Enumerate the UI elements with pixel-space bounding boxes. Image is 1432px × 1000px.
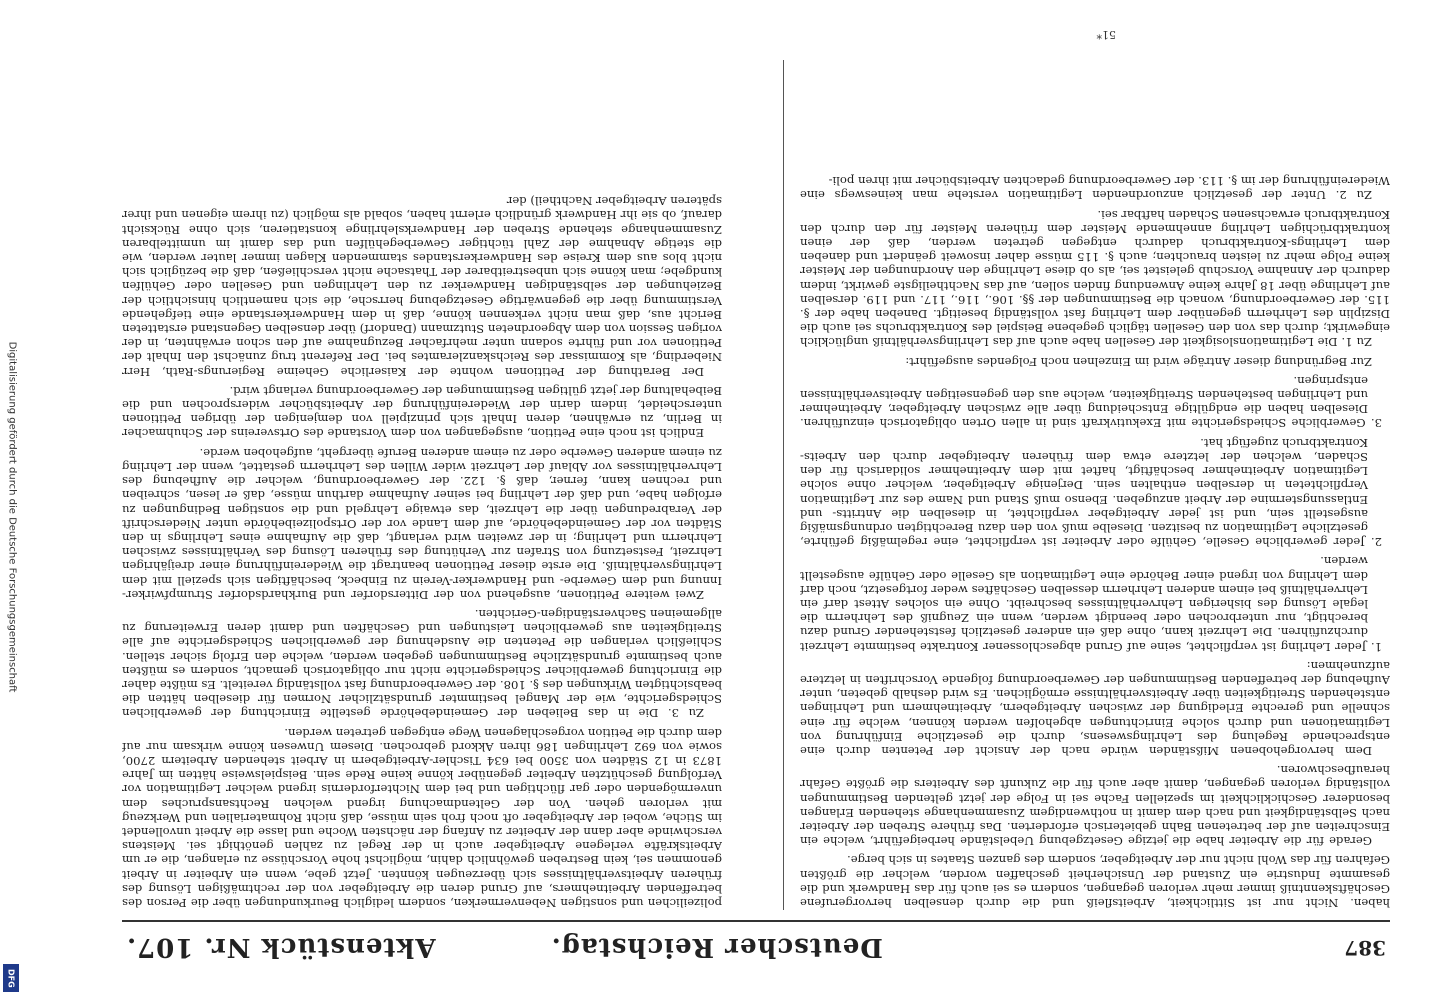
running-title: Deutscher Reichstag.	[550, 932, 883, 962]
numbered-paragraph: 1. Jeder Lehrling ist verpflichtet, seine auf Grund abgeschlossener Kontrakte bestimmte Lehrzeit durchzuführen. Die Lehrzeit kann, ohne daß ein anderer gesetzlich feststehender Grund dazu berechtigt, nur unterbrochen oder beendigt werden, wenn ein Zeugniß des Lehrherrn die legale Lösung des bisherigen Lehrverhältnisses beschreibt. Ohne ein solches Attest darf ein Lehrverhältniß bei einem anderen Lehrherrn desselben Geschäftes weder fortgesetzt, noch darf dem Lehrling von irgend einer Behörde eine Legitimation als Geselle oder Gehülfe ausgestellt werden.	[800, 554, 1382, 654]
right-column	[122, 60, 722, 910]
logo-text: DFG	[6, 968, 16, 988]
numbered-paragraph: 2. Jeder gewerbliche Geselle, Gehülfe oder Arbeiter ist verpflichtet, eine regelmäßig geführte, gesetzliche Legitimation zu besitzen. Dieselbe muß von den dazu Berechtigten ordnungsmäßig ausgestellt sein, und ist jeder Arbeitgeber verpflichtet, in dieselben die Antritts- und Entlassungstermine der Arbeit anzugeben. Ebenso muß Stand und Name des zur Legitimation Verpflichteten in derselben enthalten sein. Derjenige Arbeitgeber, welcher ohne solche Legitimation Arbeitnehmer beschäftigt, haftet mit dem Arbeitnehmer solidarisch für den Schaden, welchen der letztere etwa dem früheren Arbeitgeber durch den Arbeits-Kontraktbruch zugefügt hat.	[800, 435, 1382, 550]
paragraph: Endlich ist noch eine Petition, ausgegangen von dem Vorstande des Ortsvereins der Schuhmacher in Berlin, zu erwähnen, deren Inhalt sich prinzipiell von demjenigen der übrigen Petitionen unterscheidet, indem darin der Wiedereinführung der Arbeitsbücher widersprochen und die Beibehaltung der jetzt gültigen Bestimmungen der Gewerbeordnung verlangt wird.	[122, 383, 722, 441]
left-column	[800, 60, 1390, 910]
paragraph: Dem hervorgehobenen Mißständen würde nach der Ansicht der Petenten durch eine entsprechende Regelung des Lehrlingswesens, durch die gesetzliche Einführung von Legitimationen und durch solche Einrichtungen abgeholfen werden können, welche für eine schnelle und gerechte Erledigung der zwischen Arbeitgebern, Arbeitnehmern und Lehrlingen entstehenden Streitigkeiten über Arbeitsverhältnisse ermöglichen. Es wird deshalb gebeten, unter Aufhebung der betreffenden Bestimmungen der Gewerbeordnung folgende Vorschriften in letztere aufzunehmen:	[800, 658, 1390, 758]
paragraph: Zu 3. Die in das Belieben der Gemeindebehörde gestellte Einrichtung der gewerblichen Schiedsgerichte, wie der Mangel bestimmter grundsätzlicher Normen für dieselben hätten die beabsichtigten Wirkungen des §. 108. der Gewerbeordnung fast vollständig vereitelt. Es müßte daher die Einrichtung gewerblicher Schiedsgerichte nicht nur obligatorisch gemacht, sondern es müßten auch bestimmte grundsätzliche Bestimmungen gegeben werden, welche den Erfolg sicher stellen. Schließlich verlangen die Petenten die Ausdehnung der gewerblichen Schiedsgerichte auf alle Streitigkeiten aus gewerblichen Leistungen und Geschäften und damit deren Erweiterung zu allgemeinen Sachverständigen-Gerichten.	[122, 606, 722, 721]
paragraph: Zwei weitere Petitionen, ausgehend von der Dittersdorfer und Burkhardsdorfer Strumpfwirker-Innung und dem Gewerbe- und Handwerker-Verein zu Einbeck, beschäftigen sich speziell mit dem Lehrlingsverhältniß. Die erste dieser Petitionen beantragt die Wiedereinführung einer dreijährigen Lehrzeit, Festsetzung von Strafen zur Verhütung des früheren Lösung des Verhältnisses zwischen Lehrherrn und Lehrling; in der zweiten wird verlangt, daß die Aufnahme eines Lehrlings in den Städten vor der Gemeindebehörde, auf dem Lande vor der Ortspolizeibehörde unter Niederschrift der Verabredungen über die Lehrzeit, das etwaige Lehrgeld und die sonstigen Bedingungen zu erfolgen habe, und daß der Lehrling bei seiner Aufnahme darthun müsse, daß er lesen, schreiben und rechnen kann, ferner, daß §. 122. der Gewerbeordnung, welcher die Aufhebung des Lehrverhältnisses vor Ablauf der Lehrzeit wider Willen des Lehrherrn gestattet, wenn der Lehrling zu einem anderen Gewerbe oder zu einem anderen Berufe übergeht, aufgehoben werde.	[122, 445, 722, 602]
paragraph: Gerade für die Arbeiter habe die jetzige Gesetzgebung Uebelstände herbeigeführt, welche ein Einschreiten auf der betretenen Bahn gebieterisch erforderten. Das frühere Streben der Arbeiter nach Selbständigkeit und nach dem damit in nothwendigem Zusammenhange stehenden Erlangen besonderer Geschicklichkeit im speziellen Fache sei in Folge der jetzt geltenden Bestimmungen vollständig verloren gegangen, damit aber auch für die Zukunft des Arbeiters die größte Gefahr heraufbeschworen.	[800, 763, 1390, 849]
paragraph: Zu 2. Unter der gesetzlich anzuordnenden Legitimation verstehe man keineswegs eine Wiedereinführung der im §. 113. der Gewerbeordnung gedachten Arbeitsbücher mit ihren poli-	[800, 174, 1390, 203]
page-header	[122, 920, 1390, 966]
funding-note-text: Digitalisierung gefördert durch die Deutsche Forschungsgemeinschaft	[6, 341, 18, 693]
paragraph: haben. Nicht nur ist Sittlichkeit, Arbeitsfleiß und die durch denselben hervorgerufene Geschäftskenntniß immer mehr verloren gegangen, sondern es sei auch für das Handwerk und die gesammte Industrie ein Zustand der Unsicherheit geschaffen worden, welcher die größten Gefahren für das Wohl nicht nur der Arbeitgeber, sondern des ganzen Staates in sich berge.	[800, 853, 1390, 910]
paragraph: polizeilichen und sonstigen Nebenvermerken, sondern lediglich Beurkundungen über die Person des betreffenden Arbeitnehmers, auf Grund deren die Arbeitgeber von der rechtmäßigen Lösung des früheren Arbeitsverhältnisses sich überzeugen könnten. Jetzt gebe, wenn ein Arbeiter in Arbeit genommen sei, kein Bestreben gewöhnlich dahin, möglichst hohe Vorschüsse zu erlangen, die er um Arbeitskräfte verlegene Arbeitgeber auch in der Regel zu zahlen genöthigt sei. Meistens verschwinde aber dann der Arbeiter zu Anfang der nächsten Woche und lasse die Arbeit unvollendet im Stiche, wobei der Arbeitgeber oft noch froh sein müsse, daß nicht Rohmaterialien und Werkzeug mit verloren gehen. Von der Geltendmachung irgend welchen Rechtsanspruches dem unvermögenden oder gar flüchtigen und bei dem Nichterfordernis irgend welcher Legitimation vor Verfolgung geschützten Arbeiter gegenüber könne keine Rede sein. Beispielsweise hätten im Jahre 1873 in 12 Städten von 3500 bei 634 Tischler-Arbeitgebern in Arbeit stehenden Arbeitern 2700, sowie von 692 Lehrlingen 186 ihren Akkord gebrochen. Diesem Unwesen könne wirksam nur auf dem durch die Petition vorgeschlagenen Wege entgegen getreten werden.	[122, 725, 722, 910]
scanned-page	[96, 20, 1416, 980]
numbered-paragraph: 3. Gewerbliche Schiedsgerichte mit Exekutivkraft sind in allen Orten obligatorisch einzuführen. Dieselben haben die endgültige Entscheidung über alle zwischen Arbeitgeber, Arbeitnehmer und Lehrlingen bestehenden Streitigkeiten, welche aus den gegenseitigen Arbeitsverhältnissen entspringen.	[800, 373, 1382, 431]
paragraph: Zur Begründung dieser Anträge wird im Einzelnen noch Folgendes ausgeführt:	[905, 354, 1372, 369]
paragraph: Zu 1. Die Legitimationslosigkeit der Gesellen habe auch auf das Lehrlingsverhältniß unglücklich eingewirkt; durch das von den Gesellen täglich gegebene Beispiel des Kontraktbruchs sei auch die Disziplin des Lehrherrn gegenüber dem Lehrling fast vollständig beseitigt. Daneben habe der §. 115. der Gewerbeordnung, wonach die Bestimmungen der §§. 106., 116., 117. und 119. derselben auf Lehrlinge über 18 Jahre keine Anwendung finden sollen, auf das Nachtheiligste gewirkt, indem dadurch der Annahme Vorschub geleistet sei, als ob diese Lehrlinge den Anordnungen der Meister keine Folge mehr zu leisten brauchten; auch §. 115 müsse daher insoweit geändert und daneben dem Lehrlings-Kontraktbruch dadurch entgegen getreten werden, daß der einen kontraktbrüchigen Lehrling annehmende Meister dem früheren Meister für den durch den Kontraktbruch erwachsenen Schaden haftbar sei.	[800, 207, 1390, 350]
page-number: 387	[1344, 936, 1386, 960]
column-divider	[783, 60, 784, 910]
signature-mark: 51*	[1096, 28, 1116, 41]
paragraph: Der Berathung der Petitionen wohnte der Kaiserliche Geheime Regierungs-Rath, Herr Nieberding, als Kommissar des Reichskanzleramtes bei. Der Referent trug zunächst den Inhalt der Petitionen vor und führte sodann unter mehrfacher Bezugnahme auf den schon erwähnten, in der vorigen Session von dem Abgeordneten Stutzmann (Dandorf) über denselben Gegenstand erstatteten Bericht aus, daß man nicht verkennen könne, daß in dem Handwerkerstande eine tiefgehende Verstimmung über die gegenwärtige Gesetzgebung herrsche, die sich namentlich hinsichtlich der Beziehungen der selbständigen Handwerker zu den Lehrlingen und Gesellen oder Gehülfen kundgebe; man könne sich unbestreitbarer der Thatsache nicht verschließen, daß die bezüglich sich nicht blos aus dem Kreise des Handwerkerstandes stammenden Klagen immer lauter werden, wie die stetige Abnahme der Zahl tüchtiger Gewerbegehülfen und das damit im unmittelbaren Zusammenhange stehende Streben der Handwerkslehrlinge konstatieren, sich ohne Rücksicht darauf, ob sie ihr Handwerk gründlich erlernt haben, sobald als möglich (zu ihrem eigenen und ihrer späteren Arbeitgeber Nachtheil) der	[122, 194, 722, 379]
dfg-logo	[3, 964, 19, 992]
funding-note	[2, 40, 22, 994]
document-number: Aktenstück Nr. 107.	[126, 932, 436, 962]
